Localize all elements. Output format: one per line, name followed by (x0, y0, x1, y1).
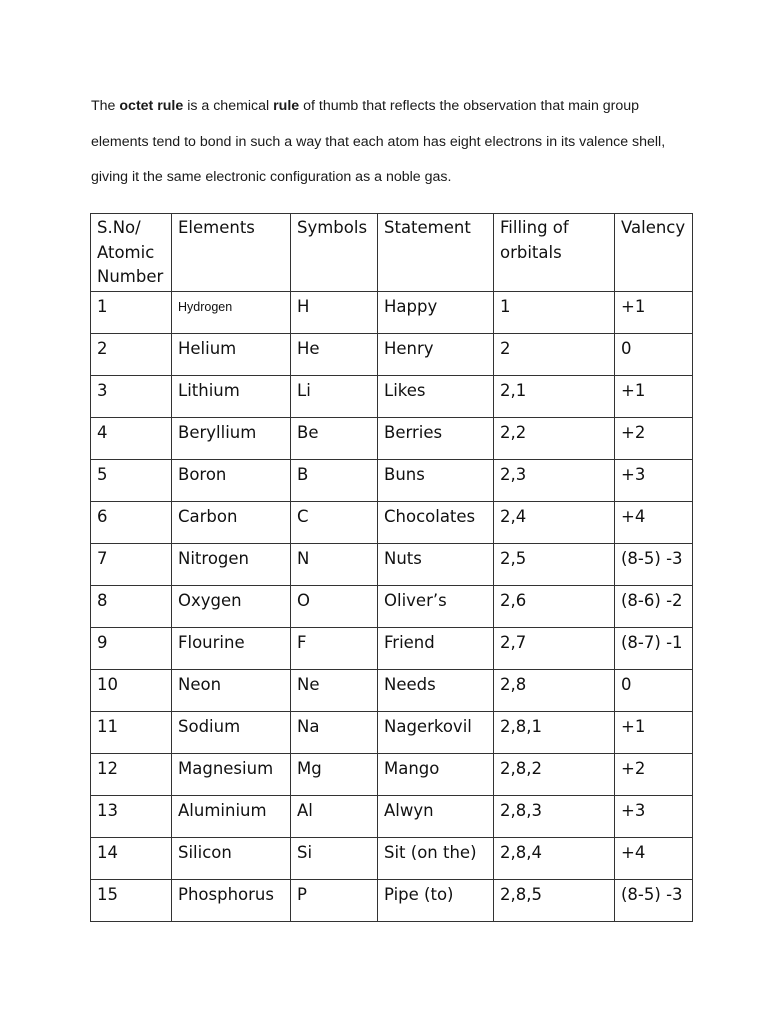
table-row (91, 334, 693, 376)
cell-statement: Henry (378, 334, 494, 376)
cell-statement: Friend (378, 628, 494, 670)
intro-text-1: The (91, 98, 120, 114)
cell-atomic-number: 14 (91, 838, 172, 880)
cell-symbol: F (291, 628, 378, 670)
elements-table (90, 213, 693, 922)
cell-symbol: Na (291, 712, 378, 754)
cell-statement: Mango (378, 754, 494, 796)
cell-element: Boron (172, 460, 291, 502)
cell-valency: +4 (615, 838, 693, 880)
cell-atomic-number: 4 (91, 418, 172, 460)
cell-valency: 0 (615, 670, 693, 712)
table-row (91, 754, 693, 796)
cell-element: Phosphorus (172, 880, 291, 922)
cell-atomic-number: 8 (91, 586, 172, 628)
cell-filling: 2,3 (494, 460, 615, 502)
cell-filling: 2 (494, 334, 615, 376)
cell-symbol: Be (291, 418, 378, 460)
header-sno-line2: Atomic (97, 242, 155, 262)
header-statement: Statement (378, 214, 494, 292)
cell-element: Oxygen (172, 586, 291, 628)
cell-valency: +3 (615, 796, 693, 838)
cell-symbol: O (291, 586, 378, 628)
cell-statement: Sit (on the) (378, 838, 494, 880)
intro-text-3: of thumb that reflects the observation that main group elements tend to bond in such a way that each atom has eight electrons in its valence shell, giving it the same electronic configuration as a noble gas. (91, 98, 666, 185)
cell-atomic-number: 12 (91, 754, 172, 796)
cell-filling: 2,4 (494, 502, 615, 544)
cell-filling: 2,6 (494, 586, 615, 628)
cell-element: Beryllium (172, 418, 291, 460)
intro-bold-octet-rule: octet rule (119, 98, 184, 114)
cell-element: Hydrogen (172, 292, 291, 334)
cell-valency: 0 (615, 334, 693, 376)
cell-element: Neon (172, 670, 291, 712)
cell-filling: 2,8,4 (494, 838, 615, 880)
table-row (91, 586, 693, 628)
table-row (91, 544, 693, 586)
header-elements: Elements (172, 214, 291, 292)
cell-statement: Buns (378, 460, 494, 502)
cell-symbol: Li (291, 376, 378, 418)
cell-symbol: Si (291, 838, 378, 880)
cell-valency: +3 (615, 460, 693, 502)
cell-valency: (8-7) -1 (615, 628, 693, 670)
cell-statement: Happy (378, 292, 494, 334)
cell-element: Silicon (172, 838, 291, 880)
cell-atomic-number: 9 (91, 628, 172, 670)
cell-valency: +2 (615, 754, 693, 796)
cell-valency: +1 (615, 292, 693, 334)
intro-bold-rule: rule (273, 98, 300, 114)
cell-symbol: Mg (291, 754, 378, 796)
cell-symbol: N (291, 544, 378, 586)
table-row (91, 838, 693, 880)
cell-atomic-number: 10 (91, 670, 172, 712)
cell-atomic-number: 15 (91, 880, 172, 922)
cell-atomic-number: 11 (91, 712, 172, 754)
cell-element: Lithium (172, 376, 291, 418)
table-row (91, 628, 693, 670)
cell-atomic-number: 6 (91, 502, 172, 544)
cell-filling: 2,8,3 (494, 796, 615, 838)
cell-statement: Needs (378, 670, 494, 712)
cell-filling: 2,2 (494, 418, 615, 460)
cell-element: Carbon (172, 502, 291, 544)
cell-atomic-number: 13 (91, 796, 172, 838)
cell-statement: Nuts (378, 544, 494, 586)
cell-filling: 1 (494, 292, 615, 334)
header-filling-line2: orbitals (500, 242, 562, 262)
header-sno (91, 214, 172, 292)
table-row (91, 670, 693, 712)
cell-symbol: C (291, 502, 378, 544)
cell-symbol: H (291, 292, 378, 334)
cell-filling: 2,1 (494, 376, 615, 418)
intro-paragraph (91, 89, 691, 196)
header-sno-line3: Number (97, 267, 164, 286)
table-row (91, 418, 693, 460)
cell-element: Flourine (172, 628, 291, 670)
cell-statement: Berries (378, 418, 494, 460)
table-row (91, 376, 693, 418)
cell-valency: +2 (615, 418, 693, 460)
intro-text-2: is a chemical (183, 98, 274, 114)
cell-valency: +4 (615, 502, 693, 544)
cell-symbol: Ne (291, 670, 378, 712)
cell-symbol: Al (291, 796, 378, 838)
cell-symbol: P (291, 880, 378, 922)
header-sno-line1: S.No/ (97, 218, 141, 237)
header-valency: Valency (615, 214, 693, 292)
cell-filling: 2,8 (494, 670, 615, 712)
cell-statement: Chocolates (378, 502, 494, 544)
table-row (91, 712, 693, 754)
table-row (91, 880, 693, 922)
table-row (91, 460, 693, 502)
cell-statement: Nagerkovil (378, 712, 494, 754)
cell-atomic-number: 2 (91, 334, 172, 376)
cell-atomic-number: 7 (91, 544, 172, 586)
cell-element: Aluminium (172, 796, 291, 838)
cell-filling: 2,8,5 (494, 880, 615, 922)
header-symbols: Symbols (291, 214, 378, 292)
cell-valency: +1 (615, 376, 693, 418)
table-row (91, 502, 693, 544)
table-row (91, 796, 693, 838)
cell-element: Helium (172, 334, 291, 376)
table-row (91, 292, 693, 334)
cell-valency: (8-5) -3 (615, 880, 693, 922)
cell-filling: 2,8,1 (494, 712, 615, 754)
cell-valency: +1 (615, 712, 693, 754)
cell-filling: 2,7 (494, 628, 615, 670)
cell-symbol: B (291, 460, 378, 502)
table-header-row (91, 214, 693, 292)
cell-filling: 2,8,2 (494, 754, 615, 796)
table-body (91, 292, 693, 922)
cell-atomic-number: 5 (91, 460, 172, 502)
cell-statement: Alwyn (378, 796, 494, 838)
cell-element: Magnesium (172, 754, 291, 796)
header-filling-line1: Filling of (500, 218, 569, 237)
cell-atomic-number: 3 (91, 376, 172, 418)
cell-element: Nitrogen (172, 544, 291, 586)
cell-valency: (8-6) -2 (615, 586, 693, 628)
cell-statement: Oliver’s (378, 586, 494, 628)
cell-atomic-number: 1 (91, 292, 172, 334)
cell-statement: Pipe (to) (378, 880, 494, 922)
cell-symbol: He (291, 334, 378, 376)
cell-element: Sodium (172, 712, 291, 754)
cell-valency: (8-5) -3 (615, 544, 693, 586)
header-filling (494, 214, 615, 292)
cell-statement: Likes (378, 376, 494, 418)
cell-filling: 2,5 (494, 544, 615, 586)
